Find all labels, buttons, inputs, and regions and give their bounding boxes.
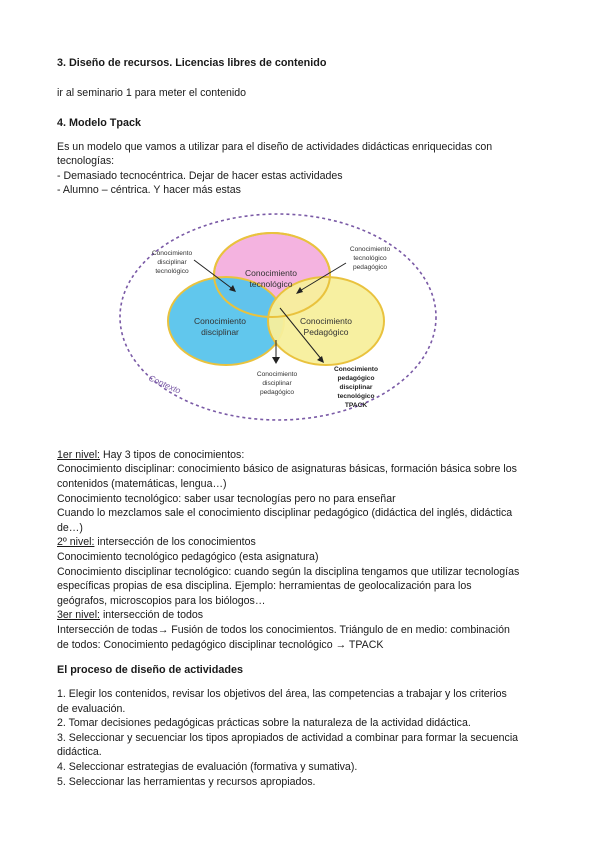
circle-disc-label-2: disciplinar: [201, 327, 239, 337]
label-ctp-3: pedagógico: [352, 264, 388, 271]
section4-heading: 4. Modelo Tpack: [57, 117, 141, 129]
section4-intro-line1: Es un modelo que vamos a utilizar para el diseño de actividades didácticas enriquecidas con: [57, 141, 493, 153]
nivel3-line: [57, 608, 203, 622]
l1-line3: Conocimiento tecnológico: saber usar tecnologías pero no para enseñar: [57, 493, 396, 505]
circle-disc-label-1: Conocimiento: [194, 316, 246, 326]
proceso-step4: 4. Seleccionar estrategias de evaluación (formativa y sumativa).: [57, 761, 358, 773]
l2-line2: Conocimiento disciplinar tecnológico: cuando según la disciplina tengamos que utilizar tecnologías: [57, 566, 520, 578]
nivel1-line: [57, 448, 244, 462]
proceso-heading: El proceso de diseño de actividades: [57, 664, 244, 676]
l1-line5: de…): [57, 522, 83, 534]
l2-line4: geógrafos, microscopios para los biólogos…: [57, 595, 266, 607]
proceso-step3-line1: 3. Seleccionar y secuenciar los tipos apropiados de actividad a combinar para formar la secuencia: [57, 732, 519, 744]
label-cdt-1: Conocimiento: [151, 250, 193, 257]
label-cdp-1: Conocimiento: [256, 371, 298, 378]
l1-line4: Cuando lo mezclamos sale el conocimiento disciplinar pedagógico (didáctica del inglés, didáctica: [57, 507, 513, 519]
label-tpack-5: TPACK: [344, 402, 368, 409]
section3-note: ir al seminario 1 para meter el contenido: [57, 87, 247, 99]
proceso-step3-line2: didáctica.: [57, 746, 102, 758]
nivel1-text: Hay 3 tipos de conocimientos:: [100, 449, 245, 461]
nivel2-text: intersección de los conocimientos: [94, 536, 256, 548]
l2-line3: específicas propias de esa disciplina. Ejemplo: herramientas de geolocalización para los: [57, 580, 472, 592]
circle-tech-label-1: Conocimiento: [245, 268, 297, 278]
label-tpack-1: Conocimiento: [334, 366, 378, 373]
proceso-step2: 2. Tomar decisiones pedagógicas prácticas sobre la naturaleza de la actividad didáctica.: [57, 717, 471, 729]
nivel3-text: intersección de todos: [100, 609, 204, 621]
section4-bullet1: - Demasiado tecnocéntrica. Dejar de hacer estas actividades: [57, 170, 343, 182]
circle-ped-label-2: Pedagógico: [303, 327, 349, 337]
arrow-cdp-head: [272, 357, 280, 364]
l1-line1: Conocimiento disciplinar: conocimiento básico de asignaturas básicas, formación básica sobre los: [57, 463, 517, 475]
section4-intro-line2: tecnologías:: [57, 155, 115, 167]
l1-line2: contenidos (matemáticas, lengua…): [57, 478, 227, 490]
label-tpack-2: pedagógico: [337, 375, 375, 382]
label-tpack-4: tecnológico: [337, 393, 375, 400]
nivel1-label: 1er nivel:: [57, 449, 100, 461]
label-tpack-3: disciplinar: [339, 384, 373, 391]
label-cdt-3: tecnológico: [155, 268, 189, 275]
label-ctp-2: tecnológico: [353, 255, 387, 262]
label-cdp-3: pedagógico: [259, 389, 295, 396]
section3-heading: 3. Diseño de recursos. Licencias libres de contenido: [57, 57, 327, 69]
circle-ped-label-1: Conocimiento: [300, 316, 352, 326]
l3-line1: Intersección de todas→ Fusión de todos los conocimientos. Triángulo de en medio: combinación: [57, 624, 510, 636]
label-cdp-2: disciplinar: [262, 380, 292, 387]
label-ctp-1: Conocimiento: [349, 246, 391, 253]
l2-line1: Conocimiento tecnológico pedagógico (esta asignatura): [57, 551, 319, 563]
nivel3-label: 3er nivel:: [57, 609, 100, 621]
proceso-step1-line2: de evaluación.: [57, 703, 126, 715]
l3-line2: de todos: Conocimiento pedagógico disciplinar tecnológico → TPACK: [57, 639, 384, 651]
context-label: Contexto: [147, 372, 183, 396]
nivel2-line: [57, 535, 256, 549]
proceso-step5: 5. Seleccionar las herramientas y recursos apropiados.: [57, 776, 316, 788]
label-cdt-2: disciplinar: [157, 259, 187, 266]
nivel2-label: 2º nivel:: [57, 536, 95, 548]
section4-bullet2: - Alumno – céntrica. Y hacer más estas: [57, 184, 241, 196]
proceso-step1-line1: 1. Elegir los contenidos, revisar los objetivos del área, las competencias a trabajar y los criterios: [57, 688, 507, 700]
circle-tech-label-2: tecnológico: [249, 279, 293, 289]
